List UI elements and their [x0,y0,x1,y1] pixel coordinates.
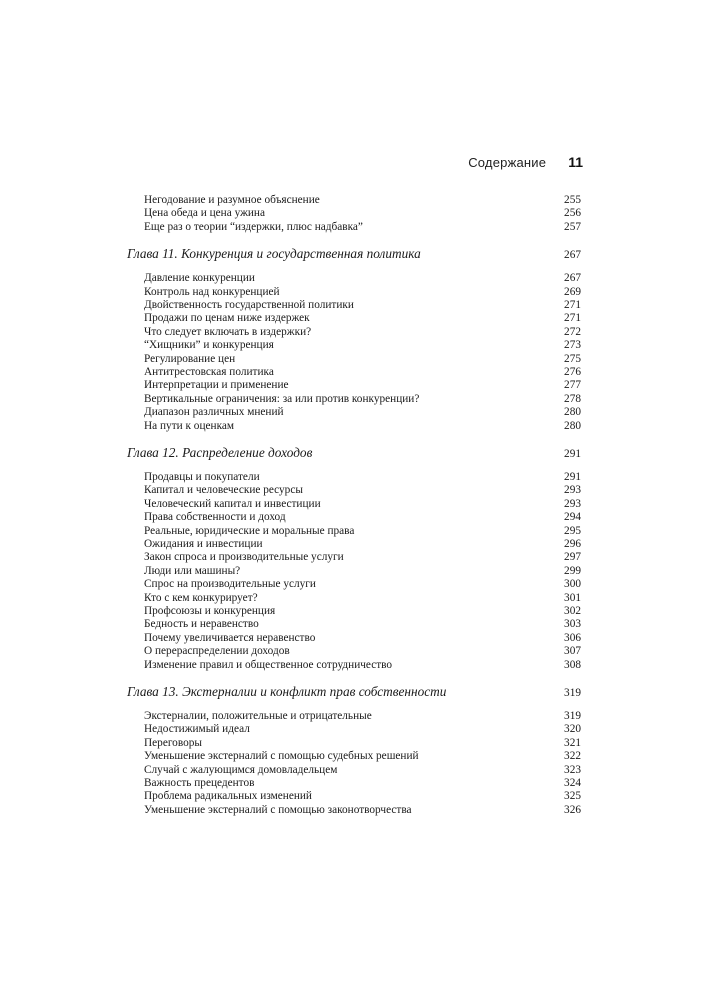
entry-page-number: 306 [564,631,581,644]
toc-entry [144,604,581,618]
entry-page-number: 294 [564,511,581,524]
entry-title: Двойственность государственной политики [144,299,354,311]
toc-entry [144,497,581,511]
entry-page-number: 293 [564,484,581,497]
toc-chapter-heading [127,683,581,701]
entry-title: Антитрестовская политика [144,366,274,378]
entry-title: Цена обеда и цена ужина [144,207,265,220]
entry-page-number: 267 [564,249,581,262]
entry-title: Еще раз о теории “издержки, плюс надбавка” [144,220,363,233]
entry-page-number: 271 [564,299,581,311]
toc-entry [144,419,581,433]
entry-page-number: 323 [564,763,581,776]
entry-page-number: 255 [564,194,581,206]
entry-title: Проблема радикальных изменений [144,790,312,803]
toc-entry [144,617,581,631]
entry-title: Бедность и неравенство [144,618,259,631]
entry-page-number: 271 [564,312,581,325]
entry-page-number: 280 [564,419,581,432]
entry-page-number: 257 [564,220,581,233]
entry-page-number: 320 [564,723,581,736]
toc-entry [144,285,581,299]
toc-entry [144,365,581,379]
toc-entry [144,749,581,763]
entry-title: Интерпретации и применение [144,379,289,392]
toc-entry [144,524,581,538]
entry-page-number: 301 [564,591,581,604]
entry-page-number: 291 [564,471,581,483]
entry-page-number: 303 [564,618,581,631]
entry-title: Давление конкуренции [144,272,255,285]
toc-entry [144,338,581,352]
toc-entry [144,298,581,312]
entry-title: Профсоюзы и конкуренция [144,605,276,617]
toc-entry [144,763,581,777]
entry-title: Переговоры [144,736,202,749]
entry-page-number: 308 [564,658,581,671]
entry-page-number: 302 [564,605,581,617]
toc-entry [144,271,581,285]
entry-title: Случай с жалующимся домовладельцем [144,763,338,776]
entry-page-number: 276 [564,366,581,378]
running-head [0,154,583,172]
entry-page-number: 277 [564,379,581,392]
entry-page-number: 297 [564,551,581,564]
toc-entry [144,405,581,419]
entry-title: Уменьшение экстерналий с помощью судебных решений [144,750,419,763]
entry-title: Недостижимый идеал [144,723,250,736]
toc-entry [144,658,581,672]
entry-page-number: 280 [564,406,581,419]
entry-title: Уменьшение экстерналий с помощью законотворчества [144,803,412,816]
entry-page-number: 322 [564,750,581,763]
toc-entry [144,709,581,723]
toc-entry [144,483,581,497]
entry-title: Продажи по ценам ниже издержек [144,312,310,325]
toc-entry [144,722,581,736]
entry-page-number: 321 [564,736,581,749]
entry-page-number: 269 [564,285,581,298]
toc-entry [144,644,581,658]
toc-entry [144,325,581,339]
toc-entry [144,311,581,325]
entry-page-number: 291 [564,448,581,460]
toc-entry [144,776,581,790]
toc-entry [144,564,581,578]
entry-title: Кто с кем конкурирует? [144,591,258,604]
entry-title: “Хищники” и конкуренция [144,339,274,352]
entry-title: Закон спроса и производительные услуги [144,551,344,564]
toc-entry [144,352,581,366]
entry-page-number: 296 [564,538,581,550]
toc-entry [144,537,581,551]
entry-title: Продавцы и покупатели [144,471,260,483]
entry-page-number: 278 [564,392,581,405]
running-head-title: Содержание [468,155,547,170]
entry-title: Важность прецедентов [144,777,255,789]
entry-title: О перераспределении доходов [144,645,290,658]
entry-title: Негодование и разумное объяснение [144,194,320,206]
entry-page-number: 273 [564,339,581,352]
entry-page-number: 267 [564,272,581,285]
entry-title: Человеческий капитал и инвестиции [144,497,321,510]
entry-title: Контроль над конкуренцией [144,285,280,298]
entry-page-number: 325 [564,790,581,803]
toc-entry [144,736,581,750]
entry-page-number: 319 [564,687,581,699]
toc-entry [144,631,581,645]
toc-entry [144,803,581,817]
entry-title: Вертикальные ограничения: за или против конкуренции? [144,392,420,405]
entry-page-number: 256 [564,207,581,220]
toc-entry [144,193,581,207]
chapter-title: Глава 12. Распределение доходов [127,445,313,460]
entry-title: Почему увеличивается неравенство [144,631,316,644]
toc-entry [144,220,581,234]
chapter-title: Глава 11. Конкуренция и государственная политика [127,246,421,262]
entry-page-number: 272 [564,325,581,338]
entry-page-number: 300 [564,578,581,591]
entry-title: Капитал и человеческие ресурсы [144,484,303,497]
entry-page-number: 319 [564,710,581,722]
entry-title: Реальные, юридические и моральные права [144,524,355,537]
entry-title: Спрос на производительные услуги [144,578,316,591]
entry-title: Регулирование цен [144,352,236,365]
entry-page-number: 307 [564,645,581,658]
entry-page-number: 293 [564,497,581,510]
entry-title: Диапазон различных мнений [144,406,284,419]
toc-entry [144,510,581,524]
toc-entry [144,550,581,564]
toc-entry [144,392,581,406]
entry-page-number: 295 [564,524,581,537]
entry-title: На пути к оценкам [144,419,235,432]
toc-entry [144,470,581,484]
page-number: 11 [568,154,583,170]
toc-entry [144,577,581,591]
toc-chapter-heading [127,444,581,462]
entry-title: Экстерналии, положительные и отрицательные [144,710,372,722]
entry-title: Что следует включать в издержки? [144,325,312,338]
entry-title: Ожидания и инвестиции [144,538,263,550]
chapter-title: Глава 13. Экстерналии и конфликт прав собственности [127,684,447,699]
toc-entry [144,206,581,220]
entry-page-number: 299 [564,564,581,577]
entry-title: Люди или машины? [144,564,241,577]
entry-title: Изменение правил и общественное сотрудничество [144,658,393,671]
toc-entry [144,591,581,605]
toc-chapter-heading [127,245,581,263]
entry-page-number: 275 [564,352,581,365]
entry-page-number: 326 [564,803,581,816]
toc-entry [144,378,581,392]
entry-title: Права собственности и доход [144,511,286,524]
toc-entry [144,789,581,803]
entry-page-number: 324 [564,777,581,789]
